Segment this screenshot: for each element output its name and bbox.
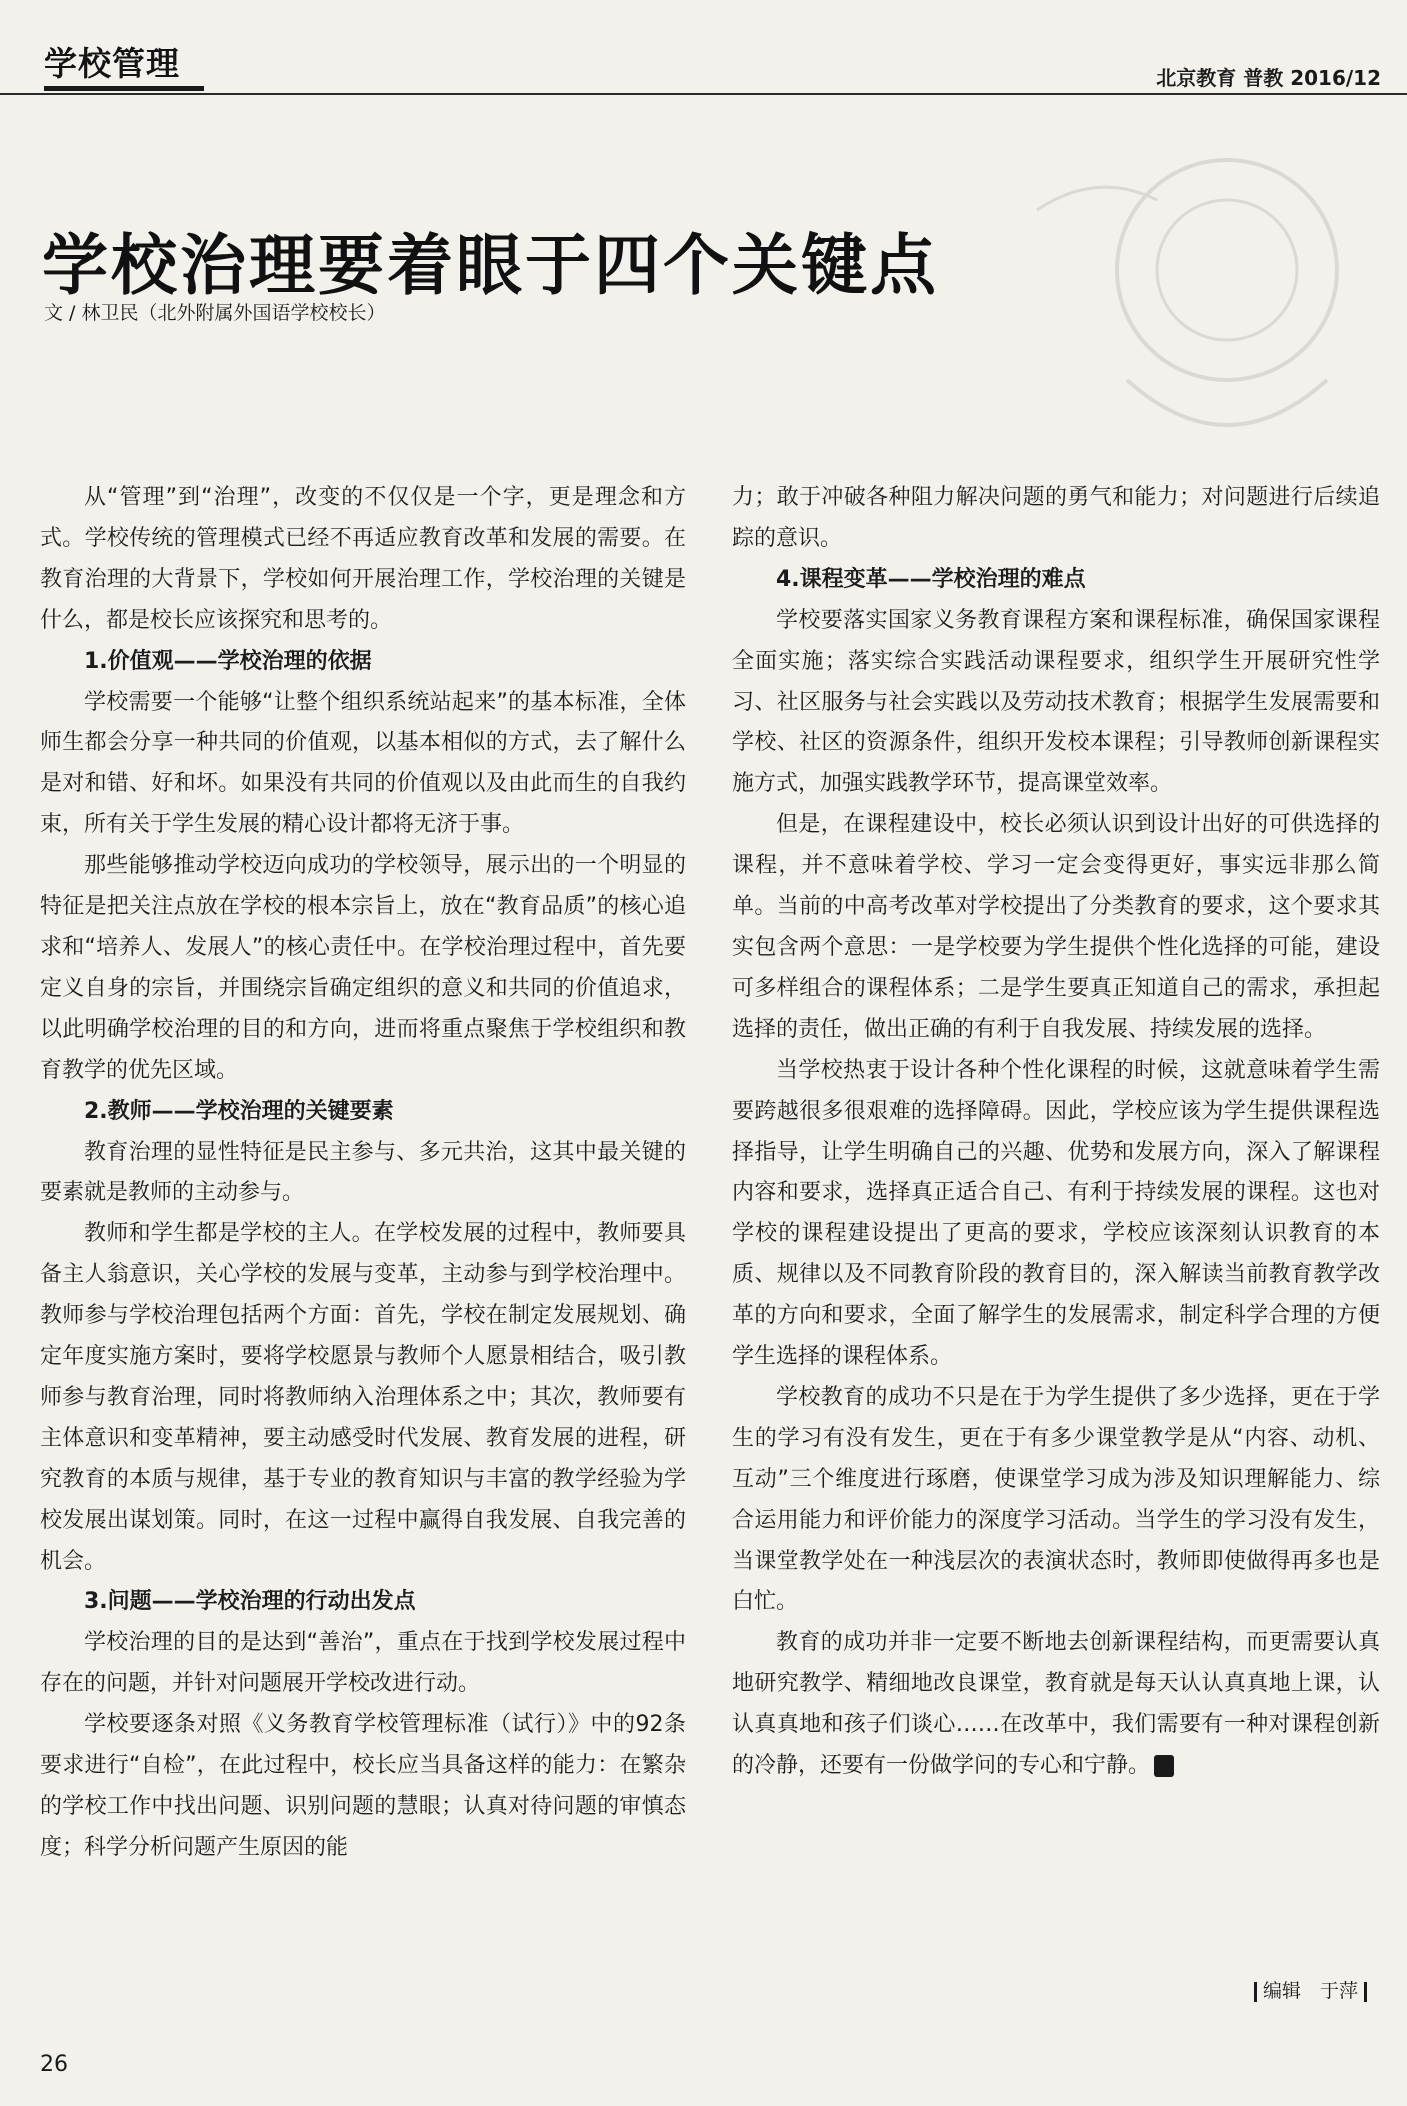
paragraph: 那些能够推动学校迈向成功的学校领导，展示出的一个明显的特征是把关注点放在学校的根本宗旨上，放在“教育品质”的核心追求和“培养人、发展人”的核心责任中。在学校治理过程中，首先要定义自身的宗旨，并围绕宗旨确定组织的意义和共同的价值追求，以此明确学校治理的目的和方向，进而将重点聚焦于学校组织和教育教学的优先区域。 <box>40 853 686 1083</box>
paragraph: 学校要逐条对照《义务教育学校管理标准（试行）》中的92条要求进行“自检”，在此过程中，校长应当具备这样的能力：在繁杂的学校工作中找出问题、识别问题的慧眼；认真对待问题的审慎态度；科学分析问题产生原因的能 <box>40 1712 686 1860</box>
article-byline: 文 / 林卫民（北外附属外国语学校校长） <box>44 302 386 324</box>
paragraph-text: 教育的成功并非一定要不断地去创新课程结构，而更需要认真地研究教学、精细地改良课堂，教育就是每天认认真真地上课，认认真真地和孩子们谈心……在改革中，我们需要有一种对课程创新的冷静，还要有一份做学问的专心和宁静。 <box>732 1630 1380 1779</box>
paragraph: 学校教育的成功不只是在于为学生提供了多少选择，更在于学生的学习有没有发生，更在于有多少课堂教学是从“内容、动机、互动”三个维度进行琢磨，使课堂学习成为涉及知识理解能力、综合运用能力和评价能力的深度学习活动。当学生的学习没有发生，当课堂教学处在一种浅层次的表演状态时，教师即使做得再多也是白忙。 <box>732 1384 1380 1615</box>
section-heading: 1.价值观——学校治理的依据 <box>84 648 372 674</box>
right-column <box>732 478 1380 1787</box>
end-mark-icon: 京 <box>1154 1755 1174 1777</box>
issue-info: 北京教育 普教 2016/12 <box>1156 66 1381 90</box>
paragraph: 但是，在课程建设中，校长必须认识到设计出好的可供选择的课程，并不意味着学校、学习一定会变得更好，事实远非那么简单。当前的中高考改革对学校提出了分类教育的要求，这个要求其实包含两个意思：一是学校要为学生提供个性化选择的可能，建设可多样组合的课程体系；二是学生要真正知道自己的需求，承担起选择的责任，做出正确的有利于自我发展、持续发展的选择。 <box>732 812 1380 1042</box>
bleed-through-illustration <box>977 150 1407 490</box>
editor-text: 编辑 于萍 <box>1262 1980 1358 2002</box>
section-label: 学校管理 <box>44 44 180 83</box>
left-column <box>40 478 686 1869</box>
paragraph: 从“管理”到“治理”，改变的不仅仅是一个字，更是理念和方式。学校传统的管理模式已经不再适应教育改革和发展的需要。在教育治理的大背景下，学校如何开展治理工作，学校治理的关键是什么，都是校长应该探究和思考的。 <box>40 485 686 633</box>
paragraph <box>732 1623 1380 1787</box>
paragraph: 学校治理的目的是达到“善治”，重点在于找到学校发展过程中存在的问题，并针对问题展开学校改进行动。 <box>40 1630 687 1697</box>
paragraph: 教育治理的显性特征是民主参与、多元共治，这其中最关键的要素就是教师的主动参与。 <box>40 1139 686 1206</box>
divider <box>1364 1982 1367 2002</box>
article-title: 学校治理要着眼于四个关键点 <box>42 226 939 304</box>
page-header <box>0 30 1407 100</box>
paragraph: 学校要落实国家义务教育课程方案和课程标准，确保国家课程全面实施；落实综合实践活动课程要求，组织学生开展研究性学习、社区服务与社会实践以及劳动技术教育；根据学生发展需要和学校、社区的资源条件，组织开发校本课程；引导教师创新课程实施方式，加强实践教学环节，提高课堂效率。 <box>732 607 1380 797</box>
page-number: 26 <box>40 2052 68 2077</box>
section-heading: 4.课程变革——学校治理的难点 <box>776 566 1086 592</box>
paragraph: 学校需要一个能够“让整个组织系统站起来”的基本标准，全体师生都会分享一种共同的价值观，以基本相似的方式，去了解什么是对和错、好和坏。如果没有共同的价值观以及由此而生的自我约束，所有关于学生发展的精心设计都将无济于事。 <box>40 689 687 838</box>
paragraph: 教师和学生都是学校的主人。在学校发展的过程中，教师要具备主人翁意识，关心学校的发展与变革，主动参与到学校治理中。教师参与学校治理包括两个方面：首先，学校在制定发展规划、确定年度实施方案时，要将学校愿景与教师个人愿景相结合，吸引教师参与教育治理，同时将教师纳入治理体系之中；其次，教师要有主体意识和变革精神，要主动感受时代发展、教育发展的进程，研究教育的本质与规律，基于专业的教育知识与丰富的教学经验为学校发展出谋划策。同时，在这一过程中赢得自我发展、自我完善的机会。 <box>40 1221 686 1574</box>
section-underline <box>44 86 204 91</box>
divider <box>1254 1982 1257 2002</box>
section-heading: 3.问题——学校治理的行动出发点 <box>84 1589 416 1615</box>
paragraph: 当学校热衷于设计各种个性化课程的时候，这就意味着学生需要跨越很多很艰难的选择障碍。因此，学校应该为学生提供课程选择指导，让学生明确自己的兴趣、优势和发展方向，深入了解课程内容和要求，选择真正适合自己、有利于持续发展的课程。这也对学校的课程建设提出了更高的要求，学校应该深刻认识教育的本质、规律以及不同教育阶段的教育目的，深入解读当前教育教学改革的方向和要求，全面了解学生的发展需求，制定科学合理的方便学生选择的课程体系。 <box>732 1057 1380 1370</box>
header-rule <box>0 93 1407 95</box>
editor-credit <box>1248 1976 1373 2003</box>
section-heading: 2.教师——学校治理的关键要素 <box>84 1098 394 1124</box>
paragraph: 力；敢于冲破各种阻力解决问题的勇气和能力；对问题进行后续追踪的意识。 <box>732 485 1380 551</box>
